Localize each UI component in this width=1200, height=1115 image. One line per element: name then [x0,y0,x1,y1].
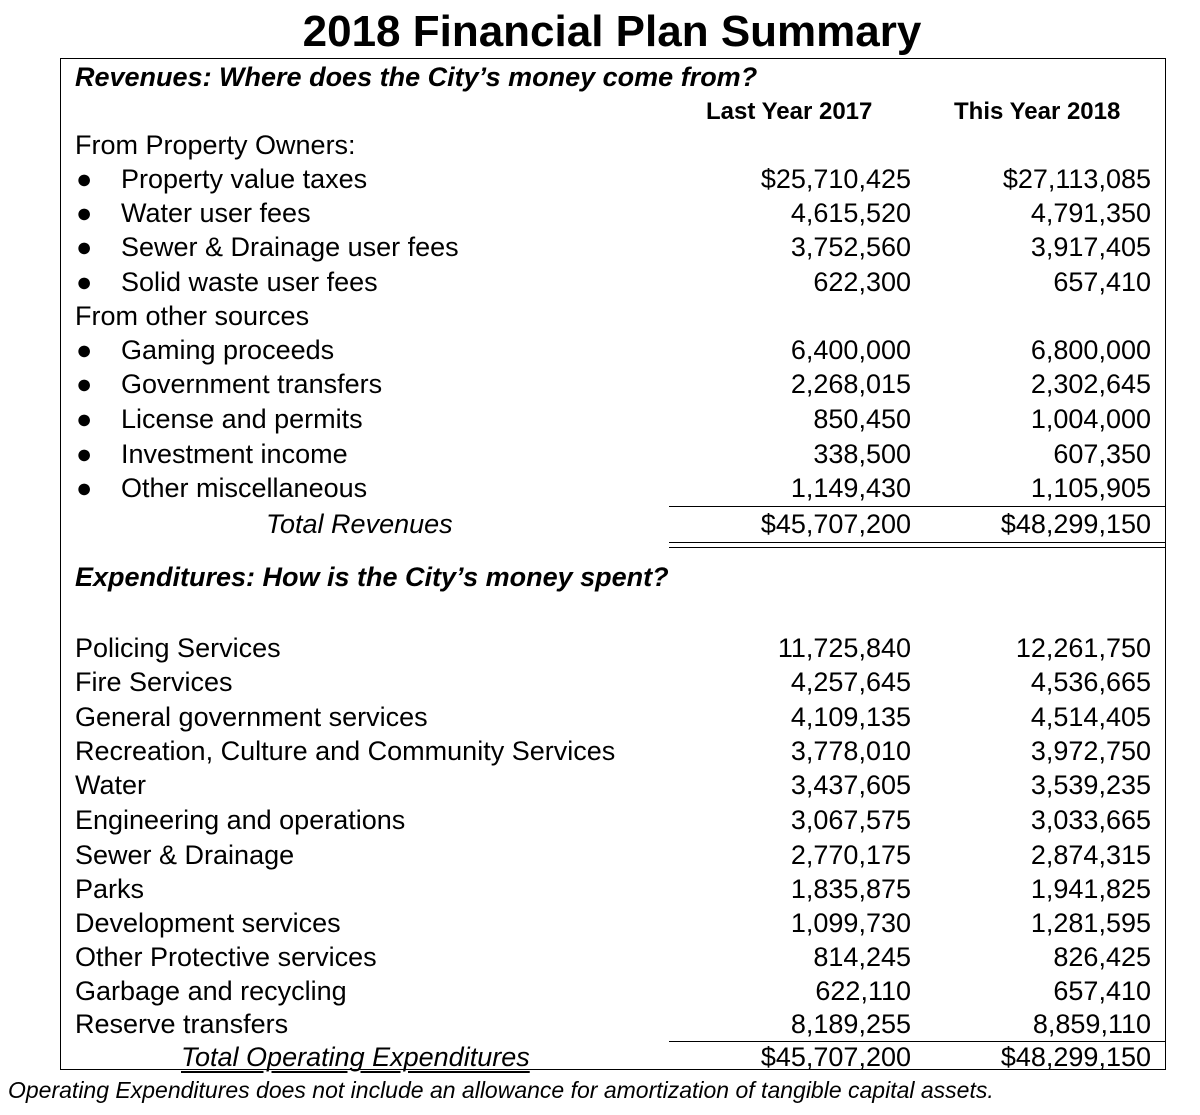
revenue-label: Sewer & Drainage user fees [121,232,459,262]
expenditure-label: Other Protective services [75,942,377,972]
total-revenues-double-rule-1 [669,542,1166,543]
expenditure-label: General government services [75,702,428,732]
revenue-this-year: 607,350 [1053,439,1151,469]
revenue-this-year: 1,004,000 [1030,404,1151,434]
bullet-icon: ● [76,267,93,297]
revenues-heading: Revenues: Where does the City’s money come from? [75,62,758,92]
expenditure-last-year: 3,778,010 [790,736,911,766]
revenue-this-year: 6,800,000 [1030,335,1151,365]
expenditure-this-year: 2,874,315 [1030,840,1151,870]
revenue-label: Government transfers [121,369,383,399]
expenditure-label: Fire Services [75,667,233,697]
expenditure-last-year: 3,067,575 [790,805,911,835]
revenue-this-year: 4,791,350 [1030,198,1151,228]
expenditure-label: Recreation, Culture and Community Services [75,736,616,766]
revenue-label: Investment income [121,439,348,469]
revenue-this-year: $27,113,085 [1002,164,1151,194]
total-expenditures-label: Total Operating Expenditures [181,1042,530,1072]
bullet-icon: ● [76,335,93,365]
expenditure-last-year: 8,189,255 [790,1009,911,1039]
expenditure-this-year: 3,539,235 [1030,770,1151,800]
total-expenditures-last-year: $45,707,200 [760,1042,911,1072]
revenue-last-year: $25,710,425 [760,164,911,194]
footnote: Operating Expenditures does not include an allowance for amortization of tangible capital assets. [8,1077,994,1103]
revenue-row [0,471,1200,505]
revenue-row [0,402,1200,436]
expenditure-row [0,838,1200,872]
revenue-row [0,162,1200,196]
expenditure-last-year: 4,257,645 [790,667,911,697]
expenditure-label: Development services [75,908,341,938]
bullet-icon: ● [76,232,93,262]
revenue-last-year: 1,149,430 [790,473,911,503]
expenditure-label: Water [75,770,147,800]
revenue-last-year: 338,500 [813,439,911,469]
revenue-label: Other miscellaneous [121,473,368,503]
expenditure-last-year: 1,099,730 [790,908,911,938]
expenditure-label: Policing Services [75,633,281,663]
expenditure-row [0,940,1200,974]
total-revenues-last-year: $45,707,200 [760,509,911,539]
revenue-label: Solid waste user fees [121,267,378,297]
bullet-icon: ● [76,198,93,228]
total-expenditures-row [0,1040,1200,1074]
expenditure-last-year: 2,770,175 [790,840,911,870]
expenditure-last-year: 814,245 [813,942,911,972]
bullet-icon: ● [76,369,93,399]
expenditure-row [0,768,1200,802]
revenue-last-year: 4,615,520 [790,198,911,228]
expenditure-last-year: 1,835,875 [790,874,911,904]
total-revenues-row [0,507,1200,541]
expenditure-last-year: 11,725,840 [777,633,911,663]
expenditure-this-year: 8,859,110 [1032,1009,1151,1039]
revenue-last-year: 850,450 [813,404,911,434]
expenditure-label: Engineering and operations [75,805,406,835]
revenue-label: Water user fees [121,198,311,228]
revenue-row [0,230,1200,264]
expenditure-this-year: 657,410 [1053,976,1151,1006]
expenditure-label: Garbage and recycling [75,976,347,1006]
expenditure-this-year: 1,281,595 [1030,908,1151,938]
revenue-row [0,437,1200,471]
expenditure-row [0,1007,1200,1041]
expenditure-last-year: 4,109,135 [790,702,911,732]
expenditure-row [0,734,1200,768]
expenditure-row [0,974,1200,1008]
revenue-last-year: 622,300 [813,267,911,297]
expenditure-this-year: 12,261,750 [1015,633,1151,663]
revenue-row [0,367,1200,401]
revenue-this-year: 2,302,645 [1030,369,1151,399]
group-label-other-sources [0,299,1200,333]
group-label-text: From other sources [75,301,310,331]
expenditure-row [0,631,1200,665]
expenditure-label: Reserve transfers [75,1009,289,1039]
group-label-text: From Property Owners: [75,130,356,160]
total-revenues-double-rule-2 [669,547,1166,548]
expenditure-last-year: 622,110 [815,976,911,1006]
revenue-label: Gaming proceeds [121,335,335,365]
revenue-last-year: 3,752,560 [790,232,911,262]
revenue-row [0,196,1200,230]
revenue-label: Property value taxes [121,164,368,194]
group-label-property-owners [0,128,1200,162]
total-revenues-label: Total Revenues [266,509,453,539]
expenditure-this-year: 3,972,750 [1030,736,1151,766]
expenditure-label: Parks [75,874,145,904]
page-title: 2018 Financial Plan Summary [302,7,922,56]
expenditure-row [0,700,1200,734]
expenditure-this-year: 4,536,665 [1030,667,1151,697]
expenditure-row [0,803,1200,837]
expenditure-this-year: 3,033,665 [1030,805,1151,835]
bullet-icon: ● [76,404,93,434]
expenditures-heading: Expenditures: How is the City’s money spent? [75,562,669,592]
expenditure-row [0,872,1200,906]
revenue-this-year: 1,105,905 [1030,473,1151,503]
revenue-label: License and permits [121,404,363,434]
revenue-row [0,265,1200,299]
revenue-this-year: 657,410 [1053,267,1151,297]
revenue-row [0,333,1200,367]
bullet-icon: ● [76,164,93,194]
bullet-icon: ● [76,473,93,503]
revenue-this-year: 3,917,405 [1030,232,1151,262]
expenditure-last-year: 3,437,605 [790,770,911,800]
column-header-this-year: This Year 2018 [954,98,1121,125]
expenditure-row [0,906,1200,940]
expenditure-this-year: 4,514,405 [1030,702,1151,732]
revenue-last-year: 6,400,000 [790,335,911,365]
expenditure-this-year: 1,941,825 [1030,874,1151,904]
total-revenues-this-year: $48,299,150 [1000,509,1151,539]
column-header-last-year: Last Year 2017 [706,98,873,125]
expenditure-this-year: 826,425 [1053,942,1151,972]
bullet-icon: ● [76,439,93,469]
total-expenditures-this-year: $48,299,150 [1000,1042,1151,1072]
revenue-last-year: 2,268,015 [790,369,911,399]
expenditure-row [0,665,1200,699]
expenditure-label: Sewer & Drainage [75,840,295,870]
